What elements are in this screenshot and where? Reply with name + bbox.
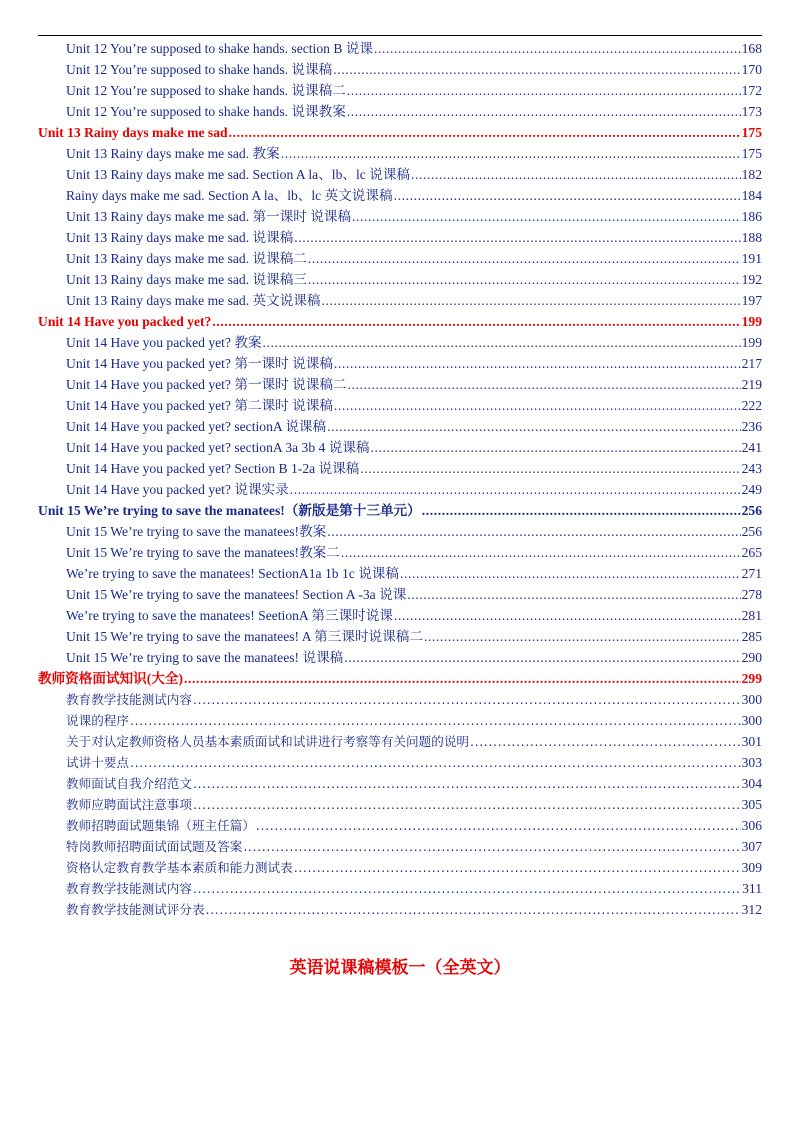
toc-leader-dots — [212, 311, 740, 332]
toc-page-number: 199 — [741, 314, 762, 329]
toc-leader-dots — [308, 269, 741, 290]
toc-entry-title: Unit 13 Rainy days make me sad. 说课稿二 — [66, 251, 307, 266]
toc-page-number: 175 — [741, 146, 762, 161]
toc-page-number: 186 — [741, 209, 762, 224]
toc-entry-title: 关于对认定教师资格人员基本素质面试和试讲进行考察等有关问题的说明 — [66, 734, 469, 749]
toc-entry[interactable] — [66, 731, 762, 752]
toc-leader-dots — [344, 647, 740, 668]
toc-entry[interactable] — [66, 374, 762, 395]
toc-leader-dots — [294, 857, 741, 878]
toc-page-number: 222 — [741, 398, 762, 413]
toc-entry[interactable] — [66, 752, 762, 773]
toc-leader-dots — [334, 395, 741, 416]
toc-entry-title: Unit 12 You’re supposed to shake hands. 说课稿二 — [66, 83, 346, 98]
toc-entry-title: Unit 15 We’re trying to save the manatees! A 第三课时说课稿二 — [66, 629, 423, 644]
toc-page-number: 303 — [741, 755, 762, 770]
toc-entry[interactable] — [66, 605, 762, 626]
toc-page-number: 236 — [741, 419, 762, 434]
toc-leader-dots — [400, 563, 741, 584]
toc-entry-title: We’re trying to save the manatees! SeetionA 第三课时说课 — [66, 608, 393, 623]
toc-entry-title: Unit 12 You’re supposed to shake hands. section B 说课 — [66, 41, 373, 56]
toc-heading-entry[interactable] — [38, 311, 762, 332]
toc-entry[interactable] — [66, 164, 762, 185]
toc-leader-dots — [193, 689, 741, 710]
toc-heading-entry[interactable] — [38, 122, 762, 143]
toc-leader-dots — [327, 521, 740, 542]
toc-entry[interactable] — [66, 584, 762, 605]
toc-page-number: 170 — [741, 62, 762, 77]
toc-leader-dots — [394, 605, 741, 626]
toc-entry-title: Unit 15 We’re trying to save the manatees!教案二 — [66, 545, 340, 560]
toc-entry-title: Unit 14 Have you packed yet? 第一课时 说课稿 — [66, 356, 333, 371]
toc-entry-title: Unit 13 Rainy days make me sad. 说课稿三 — [66, 272, 307, 287]
toc-page-number: 290 — [741, 650, 762, 665]
toc-entry[interactable] — [66, 626, 762, 647]
toc-entry-title: Unit 13 Rainy days make me sad. 英文说课稿 — [66, 293, 321, 308]
toc-entry-title: 资格认定教育教学基本素质和能力测试表 — [66, 860, 293, 875]
toc-entry-title: Unit 14 Have you packed yet? Section B 1-2a 说课稿 — [66, 461, 360, 476]
toc-leader-dots — [130, 710, 741, 731]
toc-leader-dots — [321, 290, 740, 311]
toc-entry-title: 教师应聘面试注意事项 — [66, 797, 192, 812]
toc-entry[interactable] — [66, 269, 762, 290]
toc-leader-dots — [281, 143, 741, 164]
toc-entry-title: Unit 14 Have you packed yet? sectionA 3a 3b 4 说课稿 — [66, 440, 370, 455]
toc-leader-dots — [411, 164, 741, 185]
toc-entry[interactable] — [66, 248, 762, 269]
toc-page-number: 299 — [741, 671, 762, 686]
toc-page-number: 182 — [741, 167, 762, 182]
toc-page-number: 173 — [741, 104, 762, 119]
toc-page-number: 285 — [741, 629, 762, 644]
toc-entry-title: Unit 13 Rainy days make me sad — [38, 125, 228, 140]
toc-page-number: 305 — [741, 797, 762, 812]
toc-leader-dots — [422, 500, 741, 521]
toc-entry[interactable] — [66, 815, 762, 836]
toc-leader-dots — [130, 752, 741, 773]
toc-entry[interactable] — [66, 185, 762, 206]
toc-leader-dots — [371, 437, 741, 458]
toc-page-number: 271 — [741, 566, 762, 581]
toc-leader-dots — [206, 899, 741, 920]
toc-page-number: 217 — [741, 356, 762, 371]
toc-entry[interactable] — [66, 101, 762, 122]
toc-entry[interactable] — [66, 773, 762, 794]
toc-leader-dots — [352, 206, 741, 227]
section-heading: 英语说课稿模板一（全英文） — [289, 958, 511, 978]
toc-page-number: 241 — [741, 440, 762, 455]
toc-entry-title: Unit 14 Have you packed yet? sectionA 说课稿 — [66, 419, 327, 434]
toc-entry[interactable] — [66, 80, 762, 101]
toc-page-number: 304 — [741, 776, 762, 791]
toc-leader-dots — [327, 416, 741, 437]
toc-entry[interactable] — [66, 332, 762, 353]
toc-entry-title: 说课的程序 — [66, 713, 129, 728]
toc-page-number: 192 — [741, 272, 762, 287]
toc-entry-title: 教育教学技能测试评分表 — [66, 902, 205, 917]
toc-entry-title: Unit 13 Rainy days make me sad. Section A la、lb、lc 说课稿 — [66, 167, 410, 182]
toc-page-number: 312 — [741, 902, 762, 917]
toc-leader-dots — [308, 248, 741, 269]
toc-leader-dots — [184, 668, 741, 689]
toc-entry-title: Rainy days make me sad. Section A la、lb、lc 英文说课稿 — [66, 188, 393, 203]
toc-entry[interactable] — [66, 794, 762, 815]
toc-entry[interactable] — [66, 143, 762, 164]
toc-leader-dots — [348, 374, 741, 395]
toc-page-number: 184 — [741, 188, 762, 203]
toc-entry[interactable] — [66, 689, 762, 710]
toc-entry[interactable] — [66, 857, 762, 878]
toc-entry-title: 特岗教师招聘面试面试题及答案 — [66, 839, 243, 854]
toc-heading-entry[interactable] — [38, 500, 762, 521]
toc-page-number: 309 — [741, 860, 762, 875]
toc-entry[interactable] — [66, 206, 762, 227]
toc-page-number: 281 — [741, 608, 762, 623]
toc-leader-dots — [407, 584, 740, 605]
toc-entry-title: Unit 15 We’re trying to save the manatees! Section A -3a 说课 — [66, 587, 407, 602]
toc-page-number: 306 — [741, 818, 762, 833]
toc-heading-entry[interactable] — [38, 668, 762, 689]
toc-page-number: 265 — [741, 545, 762, 560]
toc-entry[interactable] — [66, 395, 762, 416]
toc-leader-dots — [360, 458, 740, 479]
toc-page-number: 307 — [741, 839, 762, 854]
toc-entry[interactable] — [66, 227, 762, 248]
toc-leader-dots — [341, 542, 741, 563]
toc-page-number: 300 — [741, 692, 762, 707]
toc-entry-title: Unit 15 We’re trying to save the manatees! 说课稿 — [66, 650, 344, 665]
toc-page-number: 249 — [741, 482, 762, 497]
toc-entry-title: 教育教学技能测试内容 — [66, 692, 192, 707]
toc-leader-dots — [243, 836, 740, 857]
toc-page-number: 188 — [741, 230, 762, 245]
toc-entry[interactable] — [66, 59, 762, 80]
toc-page-number: 175 — [741, 125, 762, 140]
toc-page-number: 256 — [741, 524, 762, 539]
toc-entry-title: We’re trying to save the manatees! SectionA1a 1b 1c 说课稿 — [66, 566, 399, 581]
toc-leader-dots — [193, 878, 741, 899]
toc-leader-dots — [374, 38, 741, 59]
toc-leader-dots — [470, 731, 741, 752]
toc-entry[interactable] — [66, 710, 762, 731]
toc-entry-title: Unit 13 Rainy days make me sad. 第一课时 说课稿 — [66, 209, 352, 224]
toc-leader-dots — [263, 332, 741, 353]
toc-page-number: 199 — [741, 335, 762, 350]
toc-page-number: 300 — [741, 713, 762, 728]
toc-leader-dots — [229, 122, 741, 143]
toc-leader-dots — [333, 59, 740, 80]
toc-entry-title: Unit 14 Have you packed yet? 第二课时 说课稿 — [66, 398, 333, 413]
toc-entry-title: Unit 14 Have you packed yet? 第一课时 说课稿二 — [66, 377, 347, 392]
toc-entry[interactable] — [66, 563, 762, 584]
toc-leader-dots — [347, 80, 741, 101]
toc-leader-dots — [290, 479, 741, 500]
toc-entry-title: 教师面试自我介绍范文 — [66, 776, 192, 791]
toc-leader-dots — [193, 773, 741, 794]
toc-page-number: 168 — [741, 41, 762, 56]
toc-leader-dots — [334, 353, 741, 374]
toc-entry[interactable] — [66, 647, 762, 668]
toc-entry-title: Unit 13 Rainy days make me sad. 说课稿 — [66, 230, 294, 245]
toc-page-number: 278 — [741, 587, 762, 602]
toc-leader-dots — [394, 185, 741, 206]
toc-page-number: 197 — [741, 293, 762, 308]
toc-entry-title: 教师资格面试知识(大全) — [38, 671, 183, 686]
toc-page-number: 256 — [741, 503, 762, 518]
toc-entry-title: Unit 12 You’re supposed to shake hands. 说课稿 — [66, 62, 333, 77]
toc-entry[interactable] — [66, 353, 762, 374]
header-rule — [38, 35, 762, 36]
toc-entry-title: 教育教学技能测试内容 — [66, 881, 192, 896]
toc-page-number: 243 — [741, 461, 762, 476]
toc-entry-title: Unit 14 Have you packed yet? 教案 — [66, 335, 262, 350]
toc-leader-dots — [256, 815, 741, 836]
toc-page-number: 191 — [741, 251, 762, 266]
toc-entry[interactable] — [66, 836, 762, 857]
toc-entry-title: Unit 15 We’re trying to save the manatees!（新版是第十三单元） — [38, 503, 421, 518]
toc-entry-title: Unit 13 Rainy days make me sad. 教案 — [66, 146, 280, 161]
toc-leader-dots — [294, 227, 740, 248]
toc-entry-title: Unit 12 You’re supposed to shake hands. 说课教案 — [66, 104, 346, 119]
toc-entry-title: Unit 15 We’re trying to save the manatees!教案 — [66, 524, 327, 539]
toc-entry-title: Unit 14 Have you packed yet? — [38, 314, 212, 329]
toc-entry-title: 试讲十要点 — [66, 755, 129, 770]
toc-entry[interactable] — [66, 416, 762, 437]
toc-leader-dots — [193, 794, 741, 815]
toc-entry-title: Unit 14 Have you packed yet? 说课实录 — [66, 482, 289, 497]
toc-leader-dots — [347, 101, 741, 122]
toc-entry[interactable] — [66, 542, 762, 563]
toc-page-number: 311 — [742, 881, 762, 896]
toc-entry[interactable] — [66, 899, 762, 920]
toc-entry[interactable] — [66, 479, 762, 500]
toc-page-number: 172 — [741, 83, 762, 98]
toc-leader-dots — [424, 626, 741, 647]
toc-entry[interactable] — [66, 458, 762, 479]
toc-entry[interactable] — [66, 38, 762, 59]
toc-entry[interactable] — [66, 290, 762, 311]
toc-entry[interactable] — [66, 521, 762, 542]
toc-entry[interactable] — [66, 437, 762, 458]
toc-page-number: 219 — [741, 377, 762, 392]
toc-entry[interactable] — [66, 878, 762, 899]
toc-page-number: 301 — [741, 734, 762, 749]
toc-entry-title: 教师招聘面试题集锦（班主任篇） — [66, 818, 255, 833]
